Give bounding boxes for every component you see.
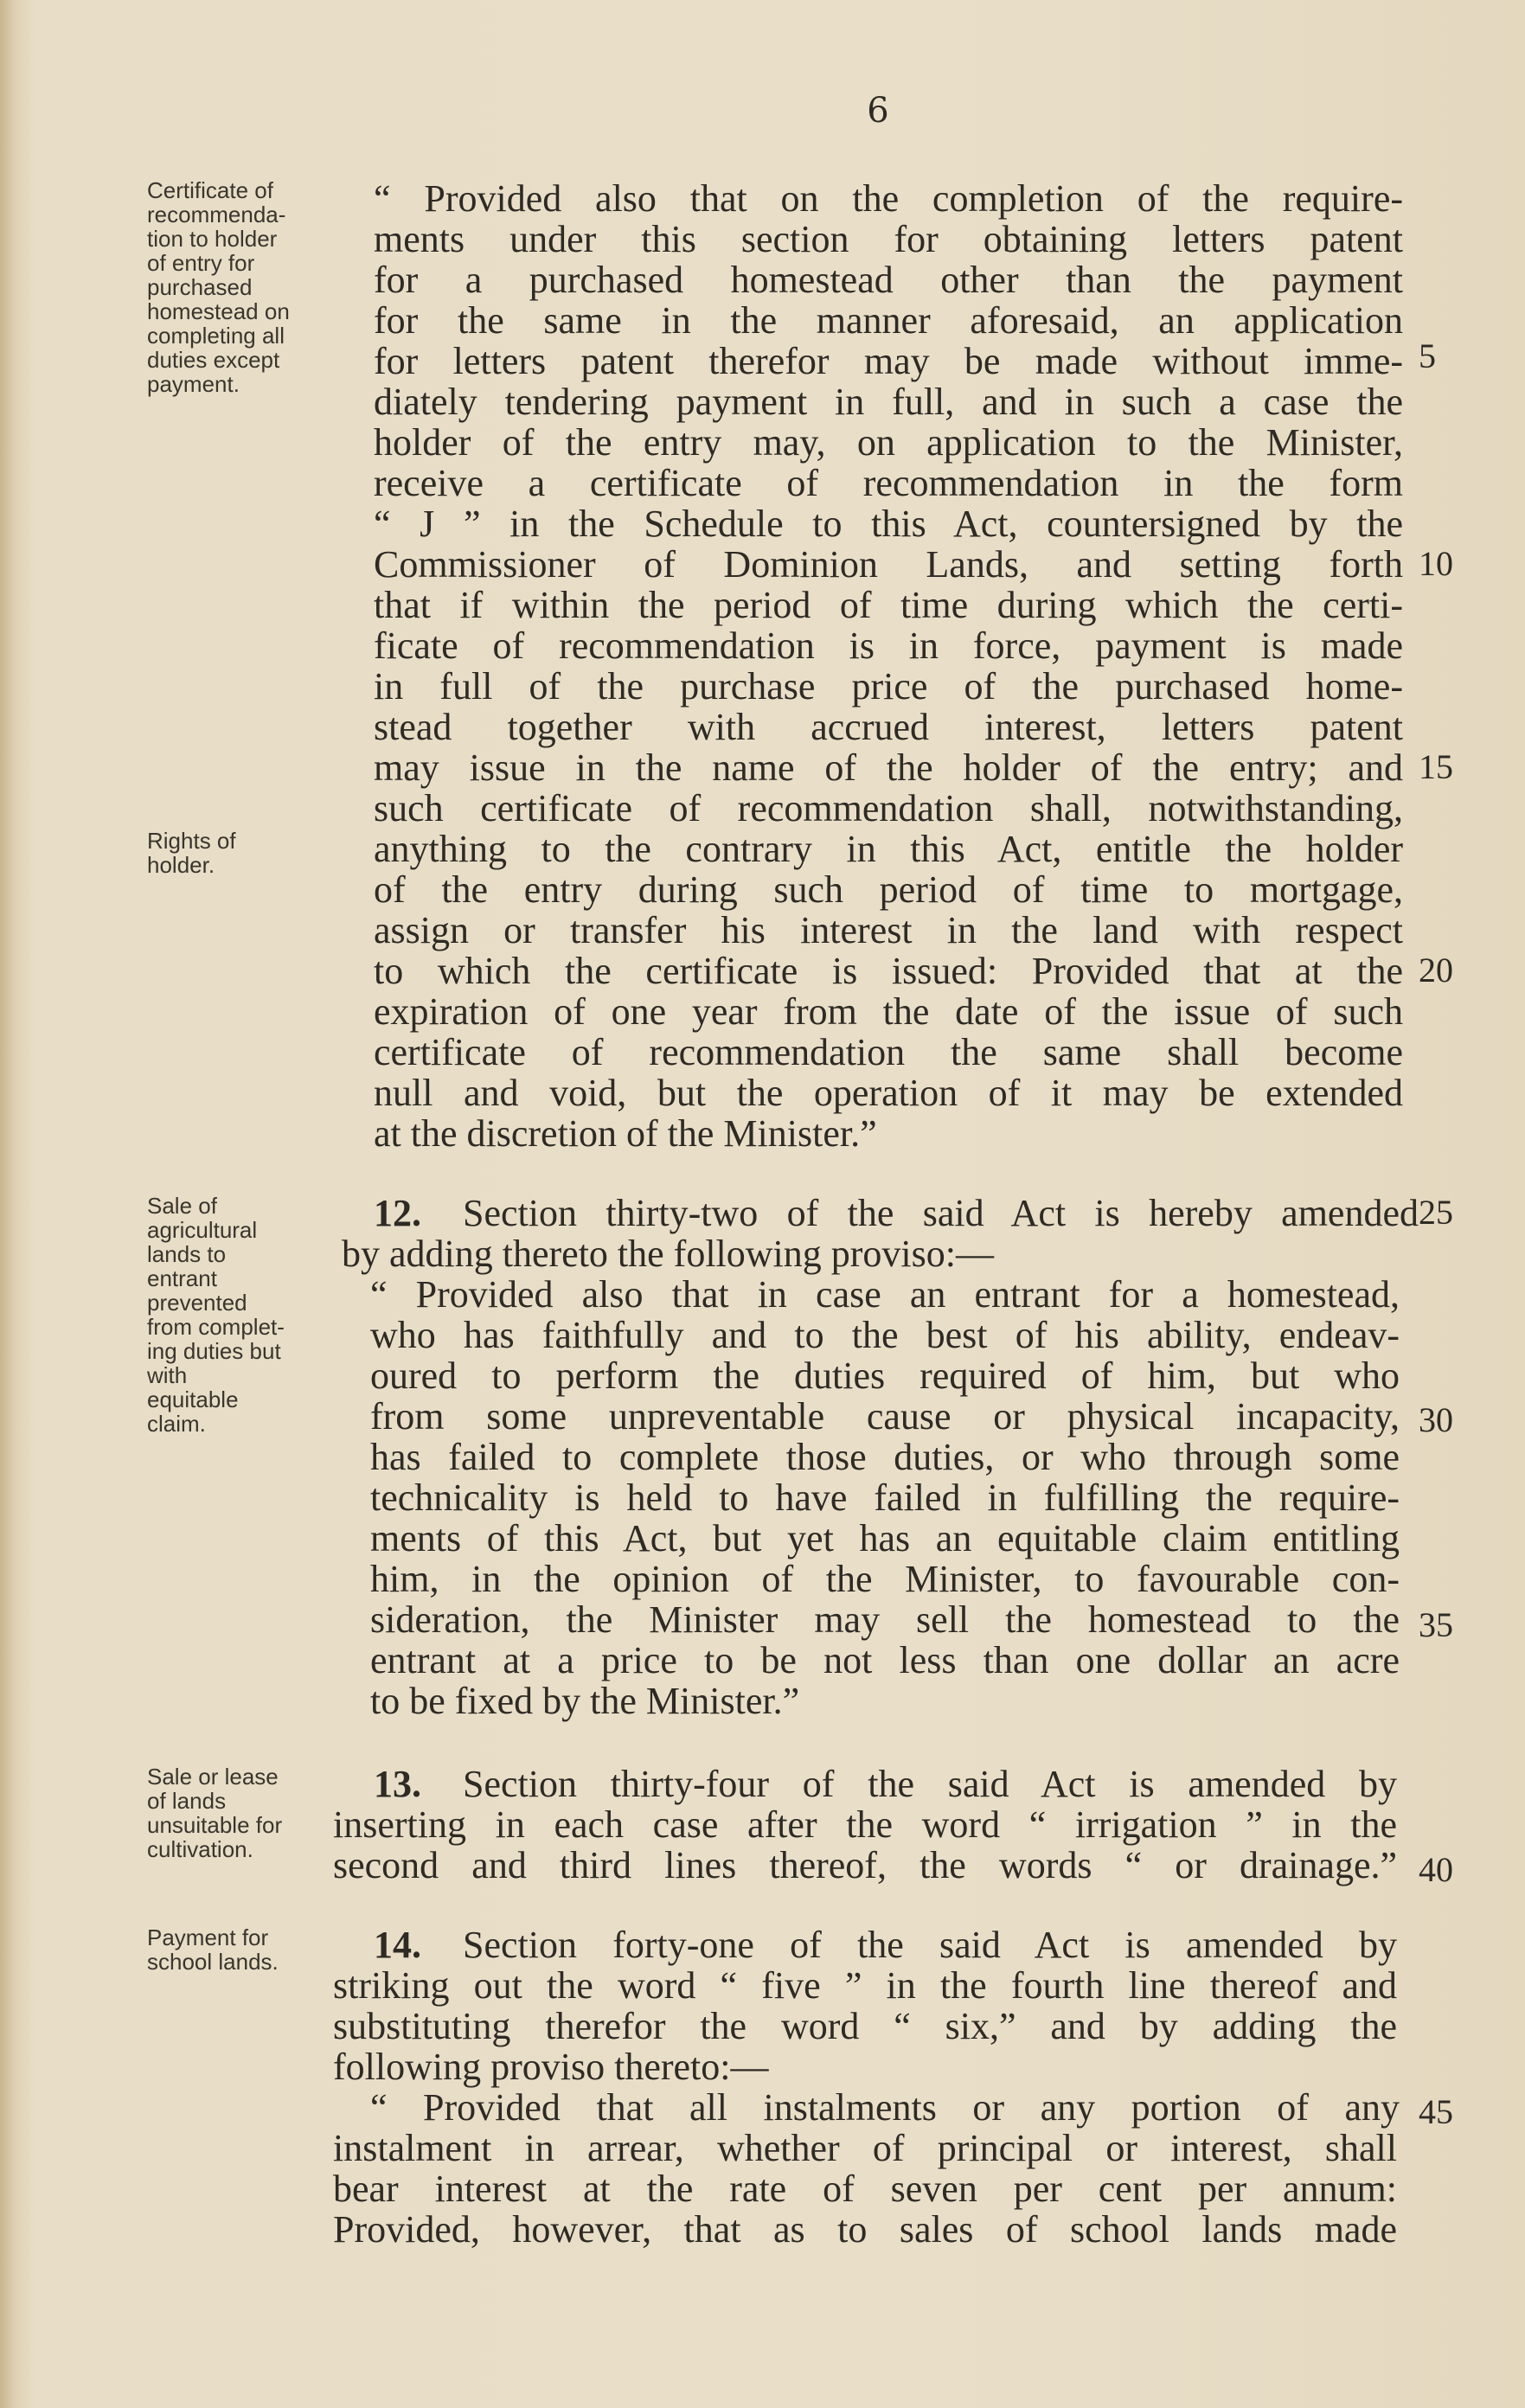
text-line: Section thirty-two of the said Act is hereby amended (463, 1192, 1419, 1234)
margin-note-line: of entry for (147, 250, 255, 276)
margin-note-line: holder. (147, 852, 215, 878)
text-line: Section forty-one of the said Act is amended by (463, 1924, 1397, 1966)
margin-note-sale-lease (147, 1764, 346, 1861)
margin-note-line: recommenda- (147, 202, 286, 227)
text-line: sideration, the Minister may sell the homestead to the (370, 1598, 1400, 1641)
text-line: in full of the purchase price of the purchased home- (374, 665, 1403, 708)
section-number-14: 14. (374, 1924, 421, 1966)
line-number: 10 (1419, 544, 1453, 583)
text-line: diately tendering payment in full, and in such a case the (374, 381, 1403, 423)
margin-note-line: purchased (147, 274, 253, 300)
text-line: Provided, however, that as to sales of school lands made (333, 2208, 1397, 2251)
margin-note-line: from complet- (147, 1314, 285, 1340)
section-number-13: 13. (374, 1763, 421, 1805)
margin-note-line: ing duties but (147, 1338, 281, 1364)
line-number: 15 (1419, 747, 1453, 786)
line-number: 40 (1419, 1850, 1453, 1889)
text-line: “ J ” in the Schedule to this Act, countersigned by the (374, 503, 1403, 545)
text-line: stead together with accrued interest, letters patent (374, 706, 1403, 748)
section-number-12: 12. (374, 1192, 421, 1234)
text-line: second and third lines thereof, the words “ or drainage.” (333, 1844, 1397, 1886)
text-line: receive a certificate of recommendation in the form (374, 462, 1403, 504)
margin-note-line: prevented (147, 1290, 247, 1316)
text-line: ments under this section for obtaining letters patent (374, 218, 1403, 260)
line-number: 25 (1419, 1193, 1453, 1232)
margin-note-line: duties except (147, 347, 280, 373)
text-line: such certificate of recommendation shall, notwithstanding, (374, 787, 1403, 829)
text-line: bear interest at the rate of seven per cent per annum: (333, 2168, 1397, 2210)
text-line: assign or transfer his interest in the land with respect (374, 909, 1403, 951)
text-line: has failed to complete those duties, or who through some (370, 1436, 1400, 1478)
text-line: anything to the contrary in this Act, entitle the holder (374, 828, 1403, 870)
margin-note-line: Sale of (147, 1193, 217, 1219)
margin-note-school-lands (147, 1925, 346, 1974)
text-line: ficate of recommendation is in force, payment is made (374, 624, 1403, 667)
text-line: for letters patent therefor may be made without imme- (374, 340, 1403, 382)
margin-note-line: entrant (147, 1265, 217, 1291)
margin-note-line: Sale or lease (147, 1764, 279, 1790)
margin-note-sale-agricultural (147, 1194, 346, 1436)
margin-note-line: unsuitable for (147, 1812, 283, 1838)
margin-note-line: tion to holder (147, 226, 278, 252)
margin-note-line: agricultural (147, 1217, 258, 1243)
text-line: instalment in arrear, whether of principal or interest, shall (333, 2127, 1397, 2169)
text-line: inserting in each case after the word “ irrigation ” in the (333, 1803, 1397, 1846)
text-line: from some unpreventable cause or physical incapacity, (370, 1395, 1400, 1438)
text-line: technicality is held to have failed in fulfilling the require- (370, 1476, 1400, 1519)
margin-note-line: of lands (147, 1788, 227, 1814)
text-line: may issue in the name of the holder of the entry; and (374, 746, 1403, 789)
text-line: striking out the word “ five ” in the fourth line thereof and (333, 1964, 1397, 2007)
line-number: 45 (1419, 2092, 1453, 2131)
text-line: by adding thereto the following proviso:— (342, 1233, 994, 1275)
text-line: to be fixed by the Minister.” (370, 1680, 800, 1722)
text-line: ments of this Act, but yet has an equitable claim entitling (370, 1517, 1400, 1559)
line-number: 20 (1419, 951, 1453, 989)
text-line: substituting therefor the word “ six,” and by adding the (333, 2005, 1397, 2047)
text-line: “ Provided also that on the completion of the require- (374, 177, 1403, 220)
line-number: 5 (1419, 336, 1436, 375)
margin-note-line: lands to (147, 1241, 227, 1267)
margin-note-line: claim. (147, 1411, 206, 1437)
margin-note-line: Rights of (147, 828, 236, 854)
text-line: certificate of recommendation the same shall become (374, 1031, 1403, 1073)
line-number: 35 (1419, 1605, 1453, 1644)
margin-note-line: with (147, 1362, 188, 1388)
margin-note-line: completing all (147, 323, 285, 349)
page-number: 6 (867, 91, 889, 131)
text-line: for a purchased homestead other than the payment (374, 259, 1403, 301)
text-line: “ Provided also that in case an entrant for a homestead, (370, 1273, 1400, 1316)
text-line: holder of the entry may, on application to the Minister, (374, 421, 1403, 464)
text-line: “ Provided that all instalments or any portion of any (370, 2086, 1400, 2129)
margin-note-rights (147, 829, 346, 877)
text-line: of the entry during such period of time to mortgage, (374, 868, 1403, 911)
text-line: Commissioner of Dominion Lands, and setting forth (374, 543, 1403, 586)
text-line: oured to perform the duties required of him, but who (370, 1354, 1400, 1397)
text-line: that if within the period of time during which the certi- (374, 584, 1403, 626)
margin-note-line: cultivation. (147, 1836, 253, 1862)
text-line: for the same in the manner aforesaid, an application (374, 299, 1403, 342)
line-number: 30 (1419, 1400, 1453, 1439)
text-line: Section thirty-four of the said Act is amended by (463, 1763, 1397, 1805)
text-line: following proviso thereto:— (333, 2046, 769, 2088)
text-line: to which the certificate is issued: Provided that at the (374, 950, 1403, 992)
margin-note-line: equitable (147, 1387, 239, 1412)
margin-note-line: Certificate of (147, 177, 273, 203)
text-line: at the discretion of the Minister.” (374, 1112, 877, 1155)
margin-note-line: homestead on (147, 298, 290, 324)
text-line: him, in the opinion of the Minister, to favourable con- (370, 1558, 1400, 1600)
text-line: entrant at a price to be not less than one dollar an acre (370, 1639, 1400, 1681)
margin-note-line: school lands. (147, 1949, 279, 1975)
margin-note-line: payment. (147, 371, 240, 397)
text-line: expiration of one year from the date of the issue of such (374, 990, 1403, 1033)
margin-note-certificate (147, 178, 346, 396)
margin-note-line: Payment for (147, 1924, 269, 1950)
text-line: null and void, but the operation of it may be extended (374, 1072, 1403, 1114)
text-line: who has faithfully and to the best of his ability, endeav- (370, 1314, 1400, 1356)
